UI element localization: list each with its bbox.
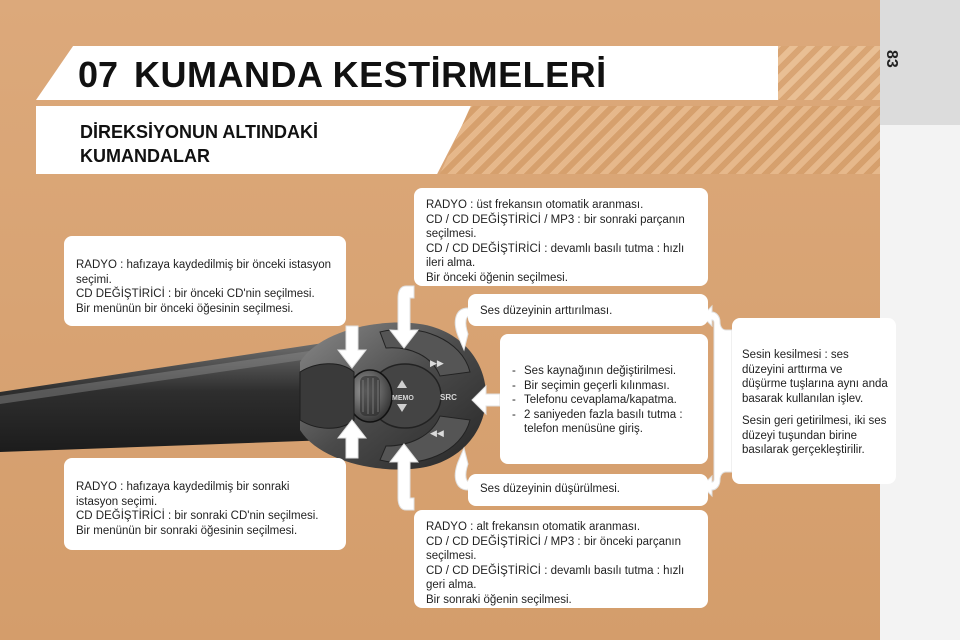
callout-radio-down	[414, 510, 708, 608]
callout-text: Ses düzeyinin düşürülmesi.	[480, 483, 620, 495]
callout-volume-up	[468, 294, 708, 326]
callout-text: CD DEĞİŞTİRİCİ : bir önceki CD'nin seçilmesi.	[76, 288, 315, 300]
callout-text: Ses düzeyinin arttırılması.	[480, 305, 613, 317]
callout-text: Bir sonraki öğenin seçilmesi.	[426, 593, 572, 606]
callout-text: Bir menünün bir sonraki öğesinin seçilmesi.	[76, 524, 298, 537]
callout-radio-prev	[64, 236, 346, 326]
callout-radio-next	[64, 458, 346, 550]
chapter-number: 07	[78, 54, 119, 95]
callout-text: RADYO : alt frekansın otomatik aranması.	[426, 521, 641, 533]
callout-text: RADYO : üst frekansın otomatik aranması.	[426, 199, 644, 211]
memo-label: MEMO	[392, 395, 414, 402]
callout-source	[500, 334, 708, 464]
callout-text: RADYO : hafızaya kaydedilmiş bir önceki istasyon seçimi.	[76, 259, 332, 286]
callout-text: Bir önceki öğenin seçilmesi.	[426, 271, 568, 284]
back-icon: ◀◀	[430, 429, 444, 439]
chapter-title: KUMANDA KESTİRMELERİ	[134, 54, 607, 95]
src-label: SRC	[440, 393, 457, 402]
callout-text: CD / CD DEĞİŞTİRİCİ : devamlı basılı tutma : hızlı ileri alma.	[426, 242, 685, 269]
page-number: 83	[883, 50, 900, 68]
forward-icon: ▶▶	[430, 359, 444, 369]
callout-volume-down	[468, 474, 708, 506]
callout-text: Sesin geri getirilmesi, iki ses düzeyi tuşundan birine basılarak gerçekleştirilir.	[742, 415, 887, 456]
callout-radio-up	[414, 188, 708, 286]
callout-text: CD DEĞİŞTİRİCİ : bir sonraki CD'nin seçilmesi.	[76, 510, 319, 522]
callout-mute	[732, 318, 896, 484]
list-item: - Ses kaynağının değiştirilmesi.	[510, 364, 698, 379]
callout-text: CD / CD DEĞİŞTİRİCİ : devamlı basılı tutma : hızlı geri alma.	[426, 564, 685, 591]
list-item: - Bir seçimin geçerli kılınması.	[510, 379, 698, 394]
callout-text: Bir menünün bir önceki öğesinin seçilmesi.	[76, 302, 294, 315]
stalk-left-lobe	[300, 364, 354, 429]
source-function-list	[510, 364, 698, 437]
list-item: - Telefonu cevaplama/kapatma.	[510, 393, 698, 408]
callout-text: RADYO : hafızaya kaydedilmiş bir sonraki istasyon seçimi.	[76, 481, 290, 508]
callout-text: CD / CD DEĞİŞTİRİCİ / MP3 : bir önceki parçanın seçilmesi.	[426, 535, 681, 562]
list-item: - 2 saniyeden fazla basılı tutma : telefon menüsüne giriş.	[510, 408, 698, 437]
callout-text: Sesin kesilmesi : ses düzeyini arttırma ve düşürme tuşlarına aynı anda basarak kullanılan işlev.	[742, 349, 888, 405]
callout-text: CD / CD DEĞİŞTİRİCİ / MP3 : bir sonraki parçanın seçilmesi.	[426, 213, 685, 240]
section-title: DİREKSİYONUN ALTINDAKİ KUMANDALAR	[80, 122, 318, 166]
